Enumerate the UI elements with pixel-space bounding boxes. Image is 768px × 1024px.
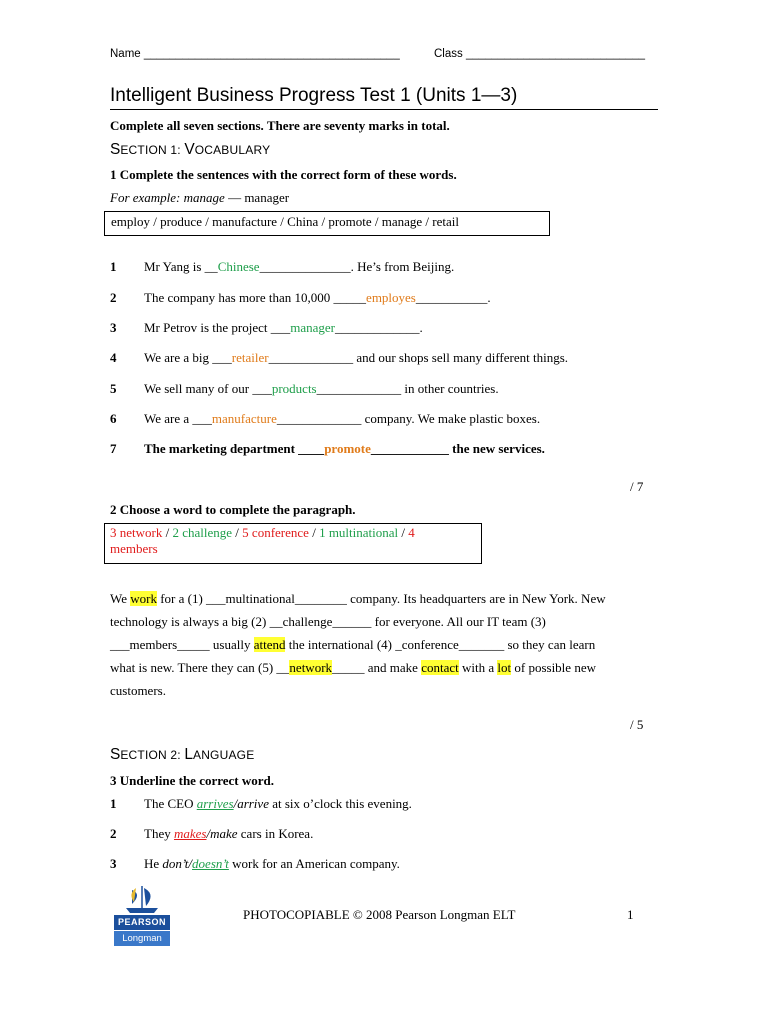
class-field (434, 48, 645, 60)
q1-text: Mr Yang is __ (144, 259, 218, 274)
name-label: Name (110, 48, 141, 60)
q2-score: / 5 (630, 717, 644, 732)
ship-icon (114, 884, 170, 914)
q3-heading: 3 Underline the correct word. (110, 773, 275, 788)
q1-item-3 (144, 320, 423, 336)
q1-text: Mr Petrov is the project ___ (144, 320, 291, 335)
q1-item-3-number: 3 (110, 320, 117, 335)
q1-item-4-number: 4 (110, 350, 117, 365)
q3-item-3-number: 3 (110, 856, 117, 871)
q1-text: ___________ (415, 290, 488, 305)
q1-item-6 (144, 411, 540, 427)
q1-example: For example: manage — manager (110, 190, 290, 205)
instructions: Complete all seven sections. There are seventy marks in total. (110, 118, 450, 133)
q1-text: We sell many of our ___ (144, 381, 272, 396)
title-rule (110, 109, 658, 110)
q1-text: . He’s from Beijing. (350, 259, 455, 274)
name-blank: ________________________________________ (143, 48, 400, 60)
q1-answer: manager (290, 320, 335, 335)
class-label: Class (434, 48, 463, 60)
q1-score: / 7 (630, 479, 644, 494)
q3-item-1: The CEO arrives/arrive at six o’clock this evening. (144, 796, 412, 811)
q1-answer: promote (324, 441, 371, 456)
q3-item-3: He don’t/doesn’t work for an American company. (144, 856, 400, 871)
q1-item-2-number: 2 (110, 290, 117, 305)
q1-text: . (487, 290, 491, 305)
page-number: 1 (627, 907, 634, 922)
q1-answer: manufacture (211, 411, 277, 426)
q1-answer: employes (366, 290, 416, 305)
name-field (110, 48, 400, 60)
q1-text: and our shops sell many different things. (353, 350, 569, 365)
q1-text: in other countries. (401, 381, 499, 396)
section-2-heading: SECTION 2: LANGUAGE (110, 746, 255, 763)
q2-word-box-line1: 3 network / 2 challenge / 5 conference / 1 multinational / 4 (110, 525, 415, 540)
q1-answer: products (271, 381, 317, 396)
q1-text: We are a big ___ (144, 350, 232, 365)
logo-longman: Longman (114, 931, 170, 946)
q1-text: _____________ (335, 320, 420, 335)
q1-heading: 1 Complete the sentences with the correct form of these words. (110, 167, 457, 182)
q1-item-6-number: 6 (110, 411, 117, 426)
q1-answer: Chinese (217, 259, 260, 274)
q1-text: _____________ (268, 350, 354, 365)
q1-item-5-number: 5 (110, 381, 117, 396)
q1-item-5 (144, 381, 499, 397)
q1-item-1 (144, 259, 454, 275)
q2-word-box (104, 523, 482, 564)
q2-paragraph: We work for a (1) ___multinational________ company. Its headquarters are in New York. New technology is always a big (2) __challenge______ for everyone. All our IT team (3) ___members_____ usually attend the international (4) _conference_______ so they can learn what is new. There they can (5) __network_____ and make contact with a lot of possible new customers. (110, 591, 606, 698)
footer-copyright: PHOTOCOPIABLE © 2008 Pearson Longman ELT (243, 907, 516, 922)
q1-text: ______________ (259, 259, 351, 274)
page-title: Intelligent Business Progress Test 1 (Units 1—3) (110, 85, 518, 106)
q1-answer: retailer (231, 350, 269, 365)
q1-text: _____________ (276, 411, 362, 426)
q1-text: . (419, 320, 423, 335)
q1-item-7 (144, 441, 545, 457)
q1-text: _____________ (316, 381, 402, 396)
word-box (104, 211, 550, 236)
logo-pearson: PEARSON (114, 915, 170, 930)
q2-heading: 2 Choose a word to complete the paragraph. (110, 502, 356, 517)
q2-word-box-line2: members (110, 541, 158, 556)
q1-text: We are a ___ (144, 411, 212, 426)
q1-text: The marketing department ____ (144, 441, 325, 456)
section-1-heading: SECTION 1: VOCABULARY (110, 141, 271, 158)
q1-text: ____________ (370, 441, 449, 456)
word-box-text: employ / produce / manufacture / China / promote / manage / retail (111, 214, 459, 229)
q3-item-1-number: 1 (110, 796, 117, 811)
q1-item-4 (144, 350, 568, 366)
q1-text: the new services. (448, 441, 545, 456)
class-blank: ____________________________ (465, 48, 646, 60)
q3-item-2: They makes/make cars in Korea. (144, 826, 314, 841)
pearson-longman-logo (114, 884, 170, 948)
q3-item-2-number: 2 (110, 826, 117, 841)
q1-text: company. We make plastic boxes. (361, 411, 541, 426)
q1-text: The company has more than 10,000 _____ (144, 290, 367, 305)
q1-item-7-number: 7 (110, 441, 117, 456)
q1-item-2 (144, 290, 491, 306)
q1-item-1-number: 1 (110, 259, 117, 274)
